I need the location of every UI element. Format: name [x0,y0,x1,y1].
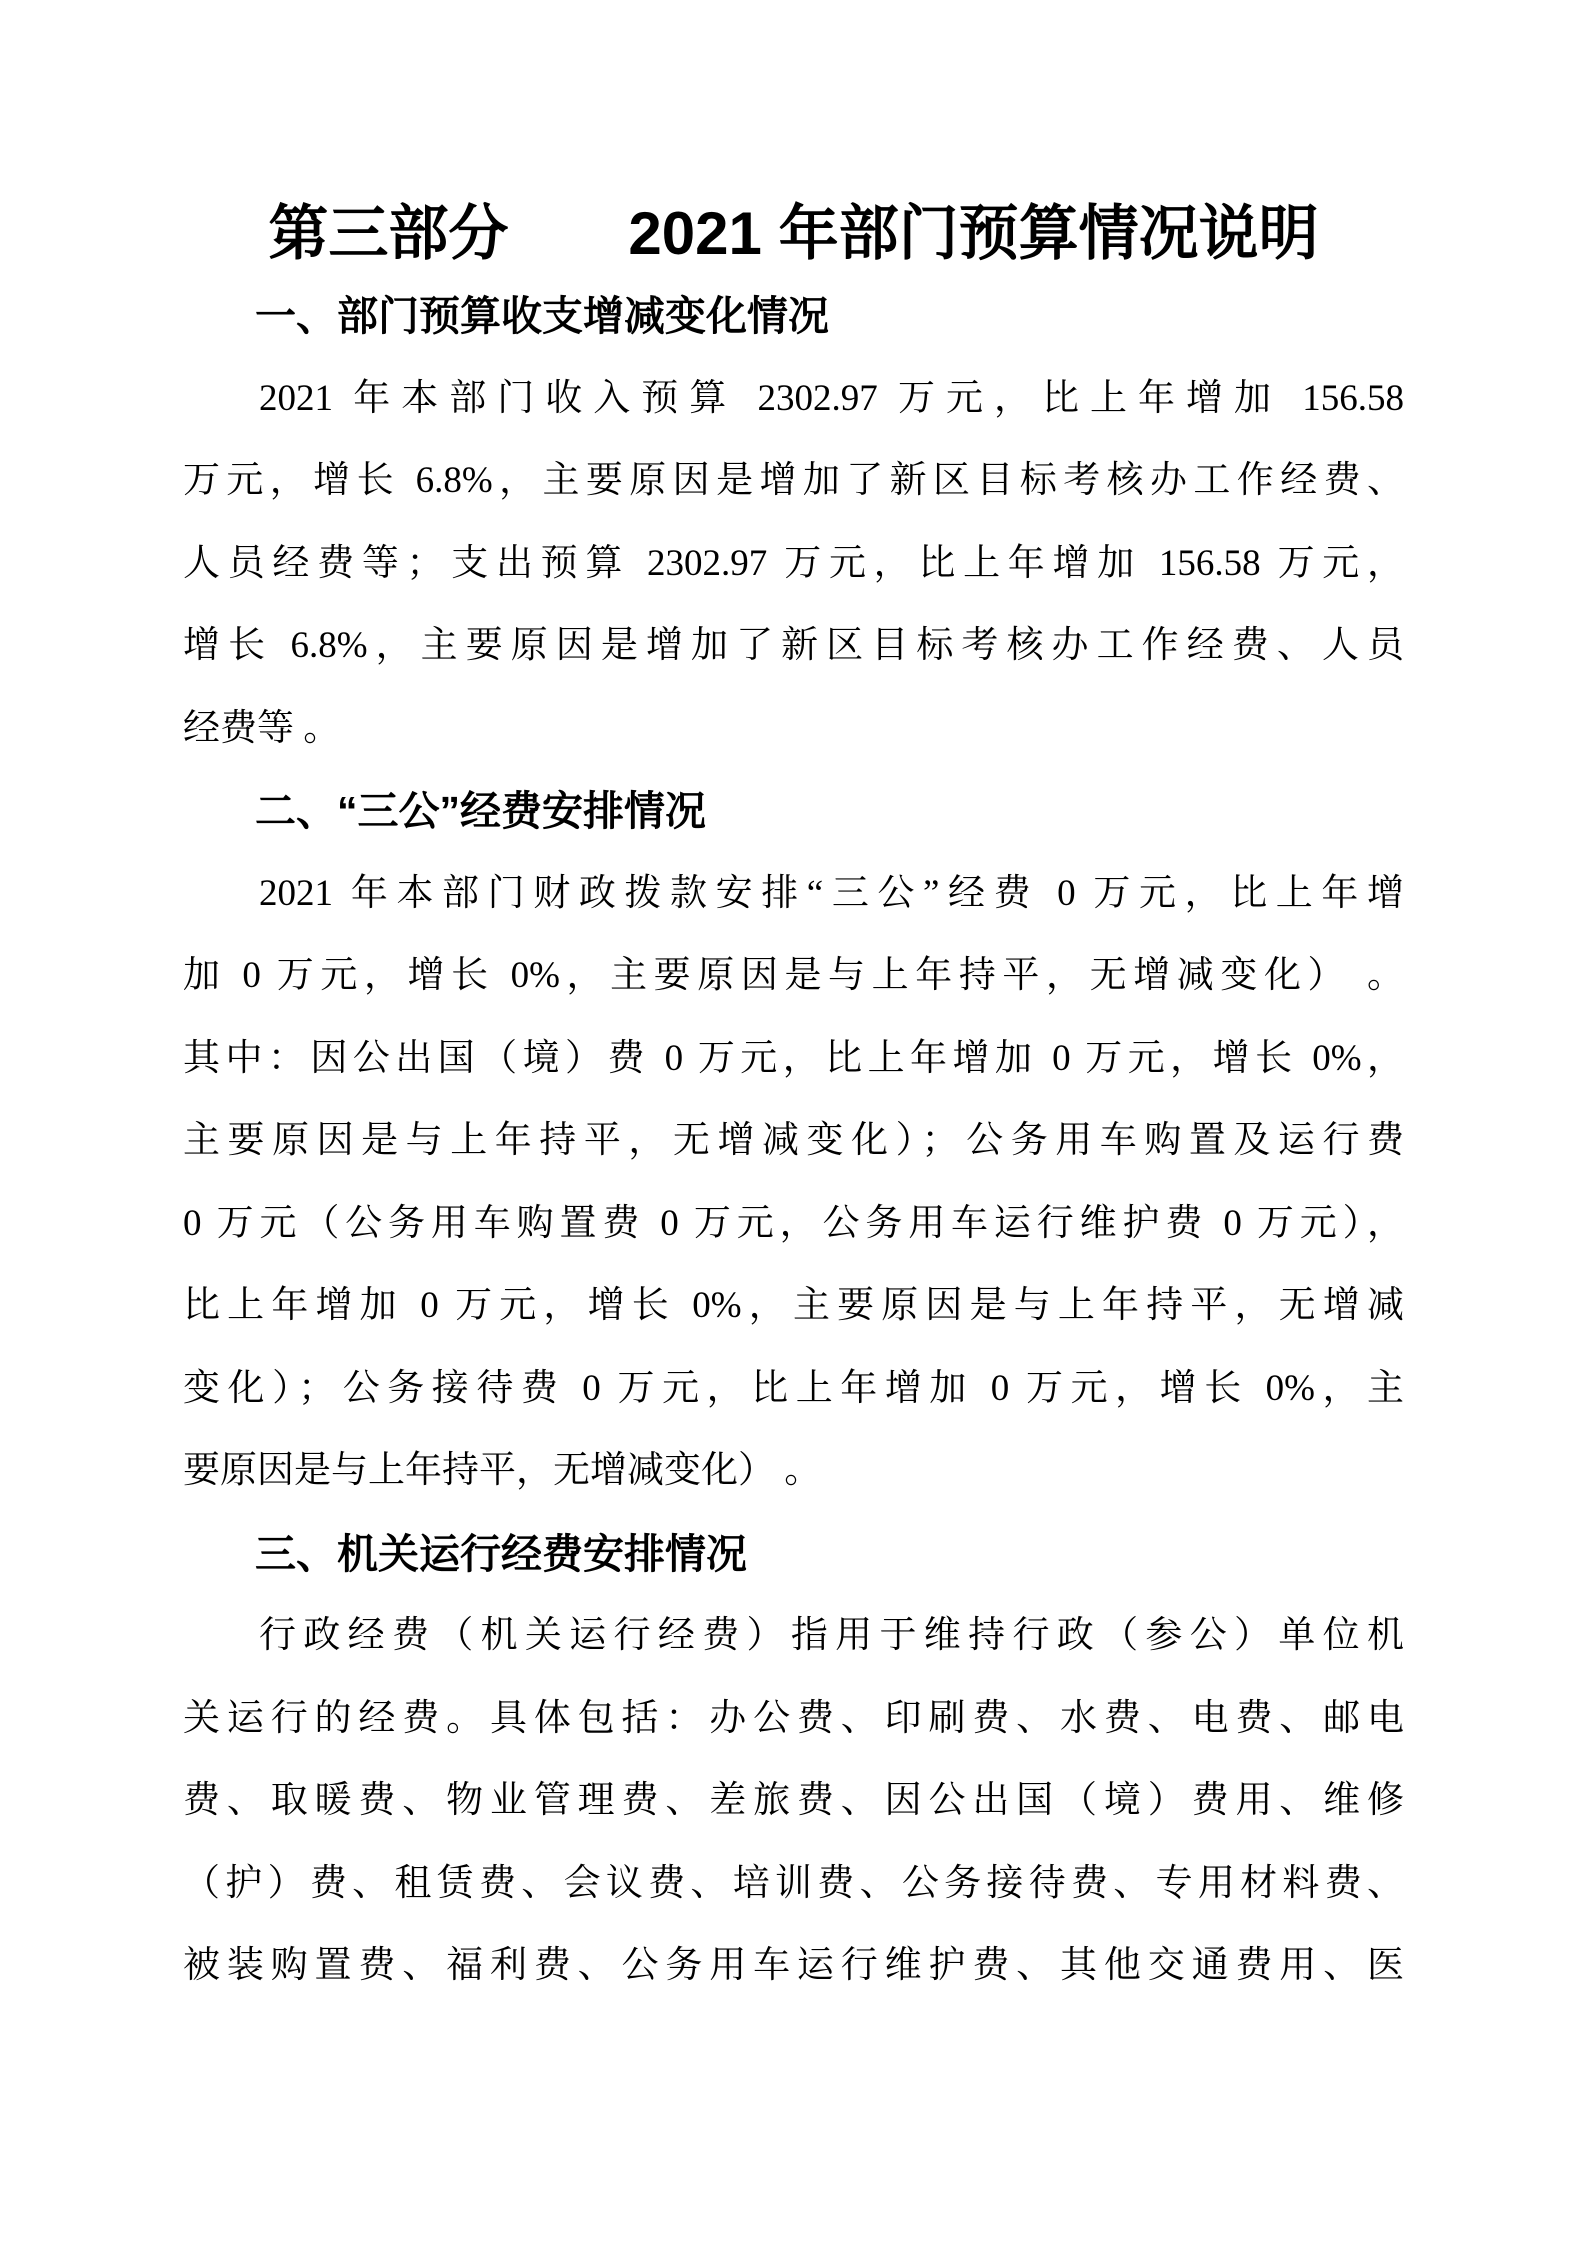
paragraph-line: 加 0 万元，增长 0%，主要原因是与上年持平，无增减变化） 。 [183,955,1404,996]
paragraph-line: 费、取暖费、物业管理费、差旅费、因公出国（境）费用、维修 [183,1780,1404,1821]
paragraph-line: 经费等 。 [183,707,341,749]
section-heading: 三、机关运行经费安排情况 [255,1530,747,1577]
section-heading: 一、部门预算收支增减变化情况 [255,293,829,339]
paragraph-line: 2021 年本部门收入预算 2302.97 万元，比上年增加 156.58 [259,377,1404,419]
paragraph-line: 要原因是与上年持平，无增减变化） 。 [183,1450,822,1491]
paragraph-line: 行政经费（机关运行经费）指用于维持行政（参公）单位机 [259,1615,1404,1656]
paragraph-line: 增长 6.8%，主要原因是增加了新区目标考核办工作经费、人员 [183,625,1404,666]
document-title: 第三部分 2021 年部门预算情况说明 [268,200,1319,267]
section-three-public-funds [183,770,1404,1513]
paragraph-line: 其中：因公出国（境）费 0 万元，比上年增加 0 万元，增长 0%， [183,1037,1404,1079]
paragraph-line: 2021 年本部门财政拨款安排“三公”经费 0 万元，比上年增 [259,872,1404,914]
paragraph-line: 0 万元（公务用车购置费 0 万元，公务用车运行维护费 0 万元）， [183,1202,1404,1244]
paragraph-line: 主要原因是与上年持平，无增减变化）；公务用车购置及运行费 [183,1120,1404,1161]
paragraph-line: （护）费、租赁费、会议费、培训费、公务接待费、专用材料费、 [183,1862,1404,1904]
section-budget-changes [183,275,1404,770]
section-heading: 二、“三公”经费安排情况 [255,788,706,834]
paragraph-line: 人员经费等；支出预算 2302.97 万元，比上年增加 156.58 万元， [183,542,1404,584]
paragraph-line: 比上年增加 0 万元，增长 0%，主要原因是与上年持平，无增减 [183,1285,1404,1326]
paragraph-line: 被装购置费、福利费、公务用车运行维护费、其他交通费用、医 [183,1945,1404,1986]
section-operating-funds [183,1513,1404,2008]
paragraph-line: 万元，增长 6.8%，主要原因是增加了新区目标考核办工作经费、 [183,460,1404,501]
paragraph-line: 变化）；公务接待费 0 万元，比上年增加 0 万元，增长 0%，主 [183,1367,1404,1409]
paragraph-line: 关运行的经费。具体包括：办公费、印刷费、水费、电费、邮电 [183,1697,1404,1739]
document-content [183,0,1404,2008]
